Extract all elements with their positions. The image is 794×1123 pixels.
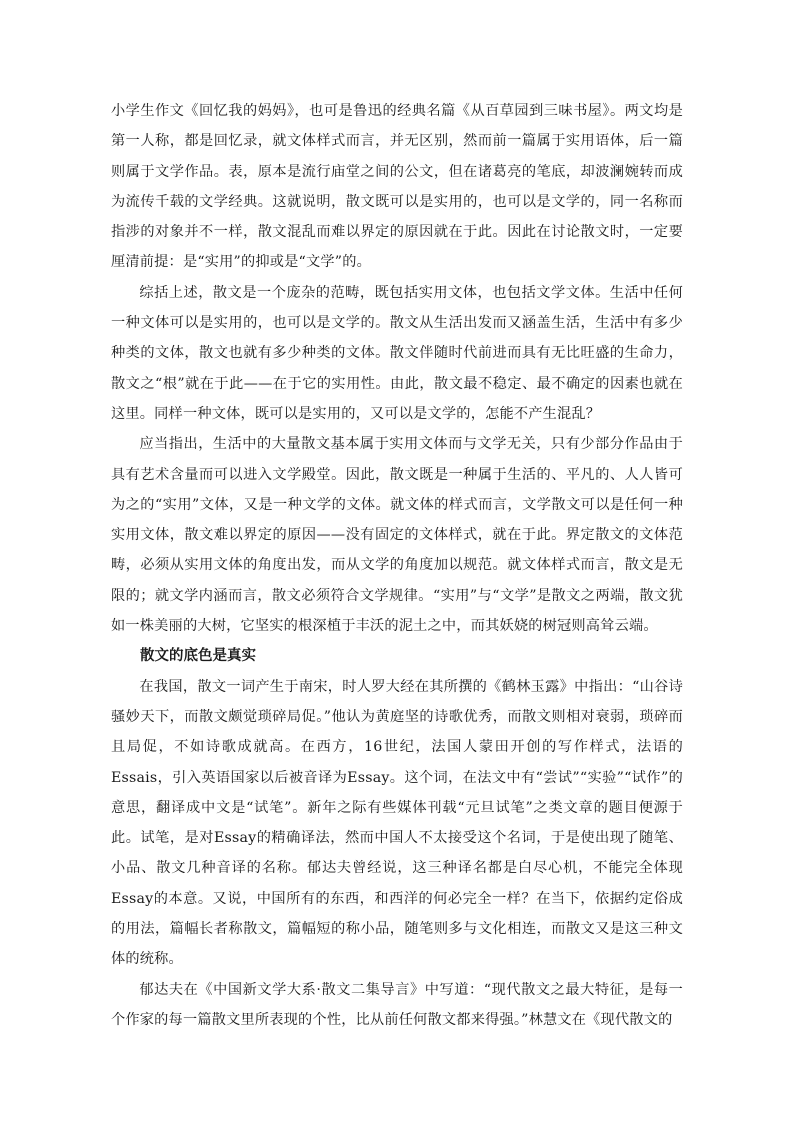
document-page <box>111 96 683 1035</box>
paragraph-5: 郁达夫在《中国新文学大系·散文二集导言》中写道：“现代散文之最大特征，是每一个作家的每一篇散文里所表现的个性，比从前任何散文都来得强。”林慧文在《现代散文的 <box>111 981 683 1028</box>
paragraph-3: 应当指出，生活中的大量散文基本属于实用文体而与文学无关，只有少部分作品由于具有艺术含量而可以进入文学殿堂。因此，散文既是一种属于生活的、平凡的、人人皆可为之的“实用”文体，又是一种文学的文体。就文体的样式而言，文学散文可以是任何一种实用文体，散文难以界定的原因——没有固定的文体样式，就在于此。界定散文的文体范畴，必须从实用文体的角度出发，而从文学的角度加以规范。就文体样式而言，散文是无限的；就文学内涵而言，散文必须符合文学规律。“实用”与“文学”是散文之两端，散文犹如一株美丽的大树，它坚实的根深植于丰沃的泥土之中，而其妖娆的树冠则高耸云端。 <box>111 436 683 635</box>
paragraph-2: 综括上述，散文是一个庞杂的范畴，既包括实用文体，也包括文学文体。生活中任何一种文体可以是实用的，也可以是文学的。散文从生活出发而又涵盖生活，生活中有多少种类的文体，散文也就有多少种类的文体。散文伴随时代前进而具有无比旺盛的生命力，散文之“根”就在于此——在于它的实用性。由此，散文最不稳定、最不确定的因素也就在这里。同样一种文体，既可以是实用的，又可以是文学的，怎能不产生混乱？ <box>111 284 683 422</box>
section-heading: 散文的底色是真实 <box>140 648 256 665</box>
paragraph-4: 在我国，散文一词产生于南宋，时人罗大经在其所撰的《鹤林玉露》中指出：“山谷诗骚妙天下，而散文颇觉琐碎局促。”他认为黄庭坚的诗歌优秀，而散文则相对衰弱，琐碎而且局促，不如诗歌成就高。在西方，16世纪，法国人蒙田开创的写作样式，法语的Essais，引入英语国家以后被音译为Essay。这个词，在法文中有“尝试”“实验”“试作”的意思，翻译成中文是“试笔”。新年之际有些媒体刊载“元旦试笔”之类文章的题目便源于此。试笔，是对Essay的精确译法，然而中国人不太接受这个名词，于是使出现了随笔、小品、散文几种音译的名称。郁达夫曾经说，这三种译名都是白尽心机，不能完全体现Essay的本意。又说，中国所有的东西，和西洋的何必完全一样？在当下，依据约定俗成的用法，篇幅长者称散文，篇幅短的称小品，随笔则多与文化相连，而散文又是这三种文体的统称。 <box>111 678 683 968</box>
paragraph-1: 小学生作文《回忆我的妈妈》，也可是鲁迅的经典名篇《从百草园到三味书屋》。两文均是第一人称，都是回忆录，就文体样式而言，并无区别，然而前一篇属于实用语体，后一篇则属于文学作品。表，原本是流行庙堂之间的公文，但在诸葛亮的笔底，却波澜婉转而成为流传千载的文学经典。这就说明，散文既可以是实用的，也可以是文学的，同一名称而指涉的对象并不一样，散文混乱而难以界定的原因就在于此。因此在讨论散文时，一定要厘清前提：是“实用”的抑或是“文学”的。 <box>111 103 683 271</box>
